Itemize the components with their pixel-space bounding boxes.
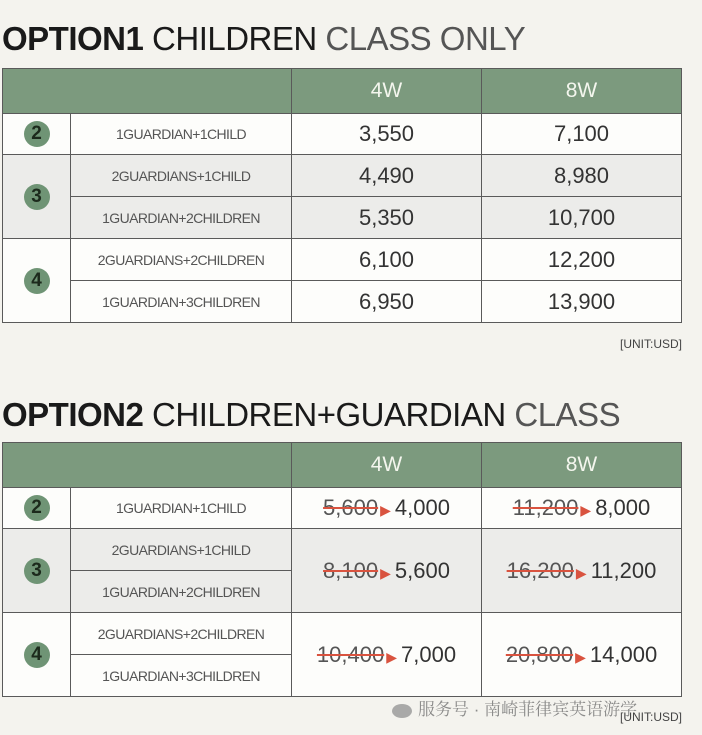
group-label: 2GUARDIANS+2CHILDREN bbox=[71, 239, 292, 281]
option1-title bbox=[2, 22, 525, 55]
unit-note: [UNIT:USD] bbox=[619, 710, 682, 724]
option2-title-bold: OPTION2 bbox=[2, 396, 144, 433]
group-label: 2GUARDIANS+1CHILD bbox=[71, 529, 292, 571]
option2-title-mid: CHILDREN+GUARDIAN bbox=[152, 396, 506, 433]
wechat-icon bbox=[392, 704, 412, 718]
old-price: 20,800 bbox=[505, 641, 574, 667]
group-label: 1GUARDIAN+2CHILDREN bbox=[71, 197, 292, 239]
price-8w: 13,900 bbox=[482, 281, 682, 323]
new-price: 14,000 bbox=[589, 641, 658, 667]
price-4w: 4,490 bbox=[292, 155, 482, 197]
watermark-text: 服务号 · 南崎菲律宾英语游学 bbox=[418, 700, 638, 719]
table-row bbox=[3, 155, 682, 197]
price-4w bbox=[292, 613, 482, 697]
group-label: 1GUARDIAN+1CHILD bbox=[71, 114, 292, 155]
old-price: 16,200 bbox=[506, 557, 574, 583]
header-blank bbox=[3, 69, 292, 114]
arrow-right-icon: ▶ bbox=[580, 502, 592, 518]
header-4w: 4W bbox=[292, 69, 482, 114]
price-8w: 10,700 bbox=[482, 197, 682, 239]
group-label: 1GUARDIAN+3CHILDREN bbox=[71, 281, 292, 323]
price-4w: 6,950 bbox=[292, 281, 482, 323]
watermark bbox=[392, 695, 637, 720]
unit-note: [UNIT:USD] bbox=[619, 337, 682, 351]
price-8w: 12,200 bbox=[482, 239, 682, 281]
price-4w: 3,550 bbox=[292, 114, 482, 155]
group-label: 1GUARDIAN+2CHILDREN bbox=[71, 571, 292, 613]
group-count-cell bbox=[3, 239, 71, 323]
group-label: 2GUARDIANS+2CHILDREN bbox=[71, 613, 292, 655]
option2-title bbox=[2, 398, 620, 431]
arrow-right-icon: ▶ bbox=[386, 648, 397, 665]
header-8w: 8W bbox=[482, 69, 682, 114]
price-8w bbox=[482, 529, 682, 613]
price-4w bbox=[292, 529, 482, 613]
arrow-right-icon: ▶ bbox=[575, 648, 586, 665]
old-price: 5,600 bbox=[323, 495, 379, 520]
header-4w: 4W bbox=[292, 443, 482, 488]
price-8w: 7,100 bbox=[482, 114, 682, 155]
count-circle-badge: 3 bbox=[24, 184, 50, 210]
count-circle-badge: 4 bbox=[24, 642, 50, 668]
price-8w bbox=[482, 488, 682, 529]
new-price: 11,200 bbox=[590, 557, 657, 583]
table-header-row bbox=[3, 69, 682, 114]
arrow-right-icon: ▶ bbox=[575, 564, 587, 581]
group-count-cell bbox=[3, 155, 71, 239]
price-4w: 6,100 bbox=[292, 239, 482, 281]
table-header-row bbox=[3, 443, 682, 488]
new-price: 7,000 bbox=[401, 641, 457, 667]
price-4w: 5,350 bbox=[292, 197, 482, 239]
group-count-cell bbox=[3, 613, 71, 697]
option2-title-light: CLASS bbox=[514, 396, 621, 433]
group-count-cell bbox=[3, 529, 71, 613]
table-row bbox=[3, 529, 682, 571]
group-label: 1GUARDIAN+3CHILDREN bbox=[71, 655, 292, 697]
option1-title-light: CLASS ONLY bbox=[325, 20, 526, 57]
option2-pricing-table bbox=[2, 442, 682, 697]
option1-title-bold: OPTION1 bbox=[2, 20, 144, 57]
count-circle-badge: 3 bbox=[24, 558, 50, 584]
price-8w bbox=[482, 613, 682, 697]
old-price: 8,100 bbox=[323, 557, 379, 583]
new-price: 8,000 bbox=[595, 495, 651, 520]
table-row bbox=[3, 197, 682, 239]
table-row bbox=[3, 488, 682, 529]
count-circle-badge: 2 bbox=[24, 121, 50, 147]
table-row bbox=[3, 239, 682, 281]
table-row bbox=[3, 114, 682, 155]
option1-title-mid: CHILDREN bbox=[152, 20, 317, 57]
price-8w: 8,980 bbox=[482, 155, 682, 197]
new-price: 4,000 bbox=[394, 495, 450, 520]
group-count-cell bbox=[3, 114, 71, 155]
new-price: 5,600 bbox=[394, 557, 450, 583]
arrow-right-icon: ▶ bbox=[380, 502, 391, 518]
price-4w bbox=[292, 488, 482, 529]
old-price: 10,400 bbox=[316, 641, 385, 667]
table-row bbox=[3, 281, 682, 323]
arrow-right-icon: ▶ bbox=[380, 564, 391, 581]
group-label: 1GUARDIAN+1CHILD bbox=[71, 488, 292, 529]
option1-pricing-table bbox=[2, 68, 682, 323]
header-blank bbox=[3, 443, 292, 488]
old-price: 11,200 bbox=[512, 495, 579, 520]
group-count-cell bbox=[3, 488, 71, 529]
header-8w: 8W bbox=[482, 443, 682, 488]
table-row bbox=[3, 613, 682, 655]
count-circle-badge: 2 bbox=[24, 495, 50, 521]
group-label: 2GUARDIANS+1CHILD bbox=[71, 155, 292, 197]
count-circle-badge: 4 bbox=[24, 268, 50, 294]
